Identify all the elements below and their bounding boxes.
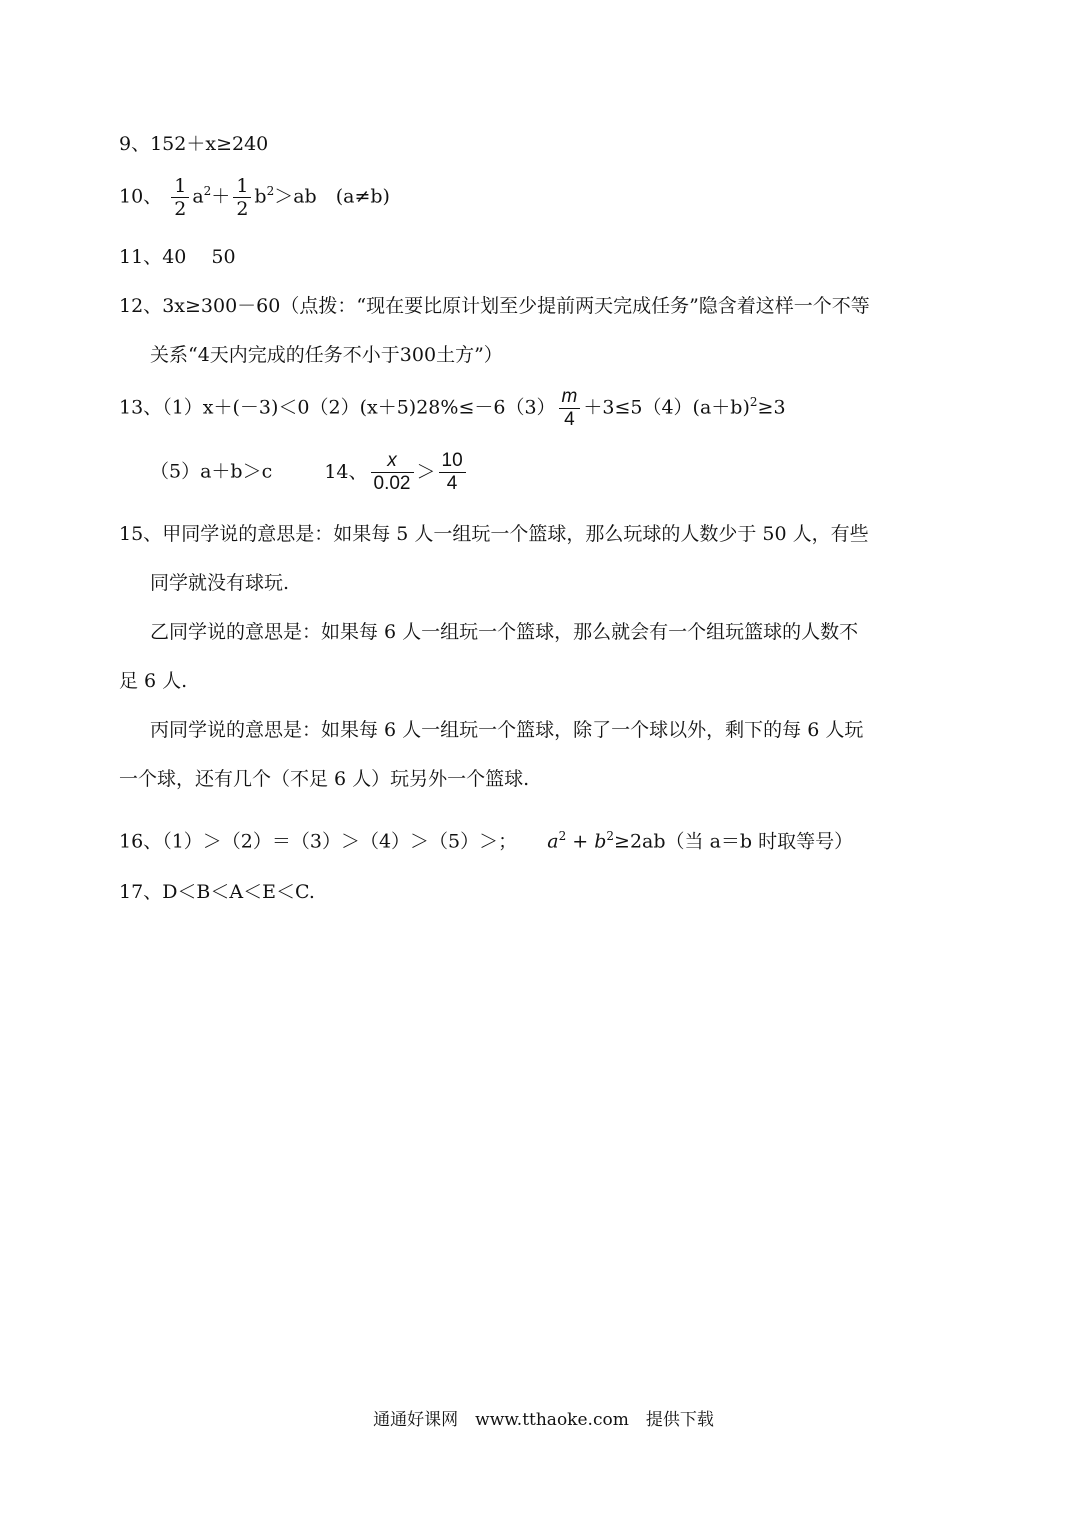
answer-10: 10、 $\frac{1}{2}$ $a^2+$ $\frac{1}{2}$ $b^2>ab$ (a≠b) <box>119 175 390 220</box>
fraction-10-over-4: $\frac{10}{4}$ <box>439 450 466 495</box>
answer-15-line-5: 丙同学说的意思是：如果每 6 人一组玩一个篮球，除了一个球以外，剩下的每 6 人玩 <box>150 719 864 741</box>
answer-12-line-1: 12、3x≥300－60（点拨：“现在要比原计划至少提前两天完成任务”隐含着这样一个不等 <box>119 295 870 317</box>
answer-12-line-2: 关系“4天内完成的任务不小于300土方”） <box>150 344 503 366</box>
answer-15-line-4: 足 6 人. <box>119 670 188 692</box>
answer-13-line-2: （5）a＋b＞c 14、 $\frac{x}{0.02}$ ＞ $\frac{10}{4}$ <box>150 450 469 495</box>
fraction-half-2: $\frac{1}{2}$ <box>233 175 251 220</box>
fraction-x-over-0.02: $\frac{x}{0.02}$ <box>371 450 414 495</box>
answer-15-line-1: 15、甲同学说的意思是：如果每 5 人一组玩一个篮球，那么玩球的人数少于 50 人，有些 <box>119 523 869 545</box>
answer-13-line-1: 13、（1）x＋(－3)＜0（2）(x＋5)28%≤－6（3） $\frac{m}{4}$ $+3\le 5(4)(a+b)^2\ge 3$ <box>119 386 786 430</box>
answer-15-line-3: 乙同学说的意思是：如果每 6 人一组玩一个篮球，那么就会有一个组玩篮球的人数不 <box>150 621 859 643</box>
answer-15-line-6: 一个球，还有几个（不足 6 人）玩另外一个篮球. <box>119 768 530 790</box>
fraction-half-1: $\frac{1}{2}$ <box>171 175 189 220</box>
page-footer: 通通好课网 www.tthaoke.com 提供下载 <box>373 1410 714 1430</box>
answer-17: 17、D＜B＜A＜E＜C. <box>119 881 315 903</box>
answer-11: 11、40 50 <box>119 246 236 268</box>
fraction-m-over-4: $\frac{m}{4}$ <box>559 386 581 431</box>
answer-9: 9、152＋x≥240 <box>119 133 269 155</box>
answer-15-line-2: 同学就没有球玩. <box>150 572 290 594</box>
answer-16: 16、（1）＞（2）＝（3）＞（4）＞（5）＞； $a^2 + b^2\ge 2ab$（当 a＝b 时取等号） <box>119 829 854 853</box>
answer-14: 14、 $\frac{x}{0.02}$ ＞ $\frac{10}{4}$ <box>324 461 468 483</box>
